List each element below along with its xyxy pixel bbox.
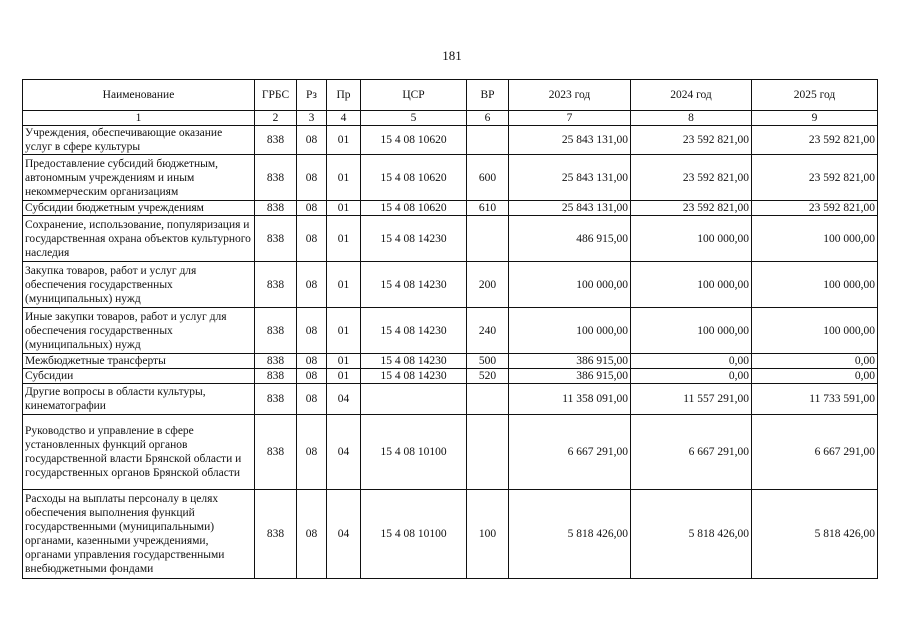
col-number: 9 (752, 111, 878, 126)
row-name: Субсидии бюджетным учреждениям (23, 201, 255, 216)
row-vr: 100 (467, 490, 509, 579)
row-csr: 15 4 08 10620 (361, 155, 467, 201)
row-vr: 600 (467, 155, 509, 201)
row-csr: 15 4 08 14230 (361, 308, 467, 354)
row-csr: 15 4 08 10100 (361, 490, 467, 579)
row-2024: 5 818 426,00 (631, 490, 752, 579)
row-grbs: 838 (255, 216, 297, 262)
row-2023: 25 843 131,00 (509, 126, 631, 155)
row-2023: 386 915,00 (509, 369, 631, 384)
row-rz: 08 (297, 308, 327, 354)
row-grbs: 838 (255, 369, 297, 384)
row-2024: 23 592 821,00 (631, 201, 752, 216)
row-vr (467, 126, 509, 155)
budget-table (22, 79, 878, 579)
row-csr: 15 4 08 10620 (361, 126, 467, 155)
row-pr: 01 (327, 201, 361, 216)
row-pr: 01 (327, 369, 361, 384)
row-2025: 11 733 591,00 (752, 384, 878, 415)
row-2025: 0,00 (752, 369, 878, 384)
row-grbs: 838 (255, 308, 297, 354)
row-name: Другие вопросы в области культуры, кинематографии (23, 384, 255, 415)
row-2025: 100 000,00 (752, 262, 878, 308)
row-rz: 08 (297, 126, 327, 155)
row-grbs: 838 (255, 201, 297, 216)
row-grbs: 838 (255, 415, 297, 490)
row-name: Иные закупки товаров, работ и услуг для обеспечения государственных (муниципальных) нужд (23, 308, 255, 354)
row-grbs: 838 (255, 354, 297, 369)
row-2024: 100 000,00 (631, 216, 752, 262)
header-row (23, 80, 878, 111)
row-2023: 100 000,00 (509, 262, 631, 308)
row-2025: 23 592 821,00 (752, 201, 878, 216)
row-2025: 100 000,00 (752, 308, 878, 354)
row-grbs: 838 (255, 262, 297, 308)
row-pr: 04 (327, 490, 361, 579)
row-csr: 15 4 08 14230 (361, 262, 467, 308)
row-vr (467, 384, 509, 415)
row-name: Предоставление субсидий бюджетным, автономным учреждениям и иным некоммерческим организациям (23, 155, 255, 201)
row-2023: 6 667 291,00 (509, 415, 631, 490)
row-2025: 23 592 821,00 (752, 126, 878, 155)
row-vr: 200 (467, 262, 509, 308)
row-pr: 01 (327, 354, 361, 369)
table-row (23, 201, 878, 216)
row-2025: 5 818 426,00 (752, 490, 878, 579)
row-vr: 610 (467, 201, 509, 216)
row-name: Учреждения, обеспечивающие оказание услуг в сфере культуры (23, 126, 255, 155)
row-2025: 100 000,00 (752, 216, 878, 262)
col-header-csr: ЦСР (361, 80, 467, 111)
col-number: 4 (327, 111, 361, 126)
col-number: 8 (631, 111, 752, 126)
column-number-row (23, 111, 878, 126)
row-pr: 01 (327, 155, 361, 201)
row-vr: 500 (467, 354, 509, 369)
row-2023: 25 843 131,00 (509, 155, 631, 201)
row-2024: 100 000,00 (631, 262, 752, 308)
row-csr: 15 4 08 10100 (361, 415, 467, 490)
row-2024: 23 592 821,00 (631, 126, 752, 155)
row-name: Межбюджетные трансферты (23, 354, 255, 369)
row-2024: 0,00 (631, 354, 752, 369)
col-header-2024: 2024 год (631, 80, 752, 111)
row-grbs: 838 (255, 490, 297, 579)
row-csr: 15 4 08 14230 (361, 369, 467, 384)
col-header-vr: ВР (467, 80, 509, 111)
row-2023: 5 818 426,00 (509, 490, 631, 579)
table-row (23, 369, 878, 384)
row-2024: 100 000,00 (631, 308, 752, 354)
row-pr: 01 (327, 126, 361, 155)
row-name: Руководство и управление в сфере установленных функций органов государственной власти Брянской области и государственных органов Брянской области (23, 415, 255, 490)
table-row (23, 308, 878, 354)
table-row (23, 126, 878, 155)
col-header-rz: Рз (297, 80, 327, 111)
row-2025: 6 667 291,00 (752, 415, 878, 490)
row-rz: 08 (297, 155, 327, 201)
row-name: Сохранение, использование, популяризация и государственная охрана объектов культурного наследия (23, 216, 255, 262)
table-row (23, 262, 878, 308)
row-csr: 15 4 08 14230 (361, 354, 467, 369)
row-grbs: 838 (255, 384, 297, 415)
col-number: 7 (509, 111, 631, 126)
row-2023: 25 843 131,00 (509, 201, 631, 216)
col-number: 5 (361, 111, 467, 126)
row-name: Закупка товаров, работ и услуг для обеспечения государственных (муниципальных) нужд (23, 262, 255, 308)
table-row (23, 155, 878, 201)
row-rz: 08 (297, 354, 327, 369)
table-row (23, 490, 878, 579)
row-2024: 11 557 291,00 (631, 384, 752, 415)
row-grbs: 838 (255, 126, 297, 155)
row-rz: 08 (297, 384, 327, 415)
row-vr (467, 216, 509, 262)
row-2024: 0,00 (631, 369, 752, 384)
row-rz: 08 (297, 369, 327, 384)
row-rz: 08 (297, 262, 327, 308)
row-2024: 6 667 291,00 (631, 415, 752, 490)
row-vr: 520 (467, 369, 509, 384)
table-row (23, 354, 878, 369)
page-number: 181 (442, 48, 462, 63)
row-rz: 08 (297, 201, 327, 216)
row-pr: 04 (327, 384, 361, 415)
row-grbs: 838 (255, 155, 297, 201)
col-header-2023: 2023 год (509, 80, 631, 111)
col-header-pr: Пр (327, 80, 361, 111)
col-number: 2 (255, 111, 297, 126)
col-number: 6 (467, 111, 509, 126)
row-2023: 100 000,00 (509, 308, 631, 354)
row-rz: 08 (297, 216, 327, 262)
row-rz: 08 (297, 415, 327, 490)
row-2023: 386 915,00 (509, 354, 631, 369)
row-pr: 01 (327, 308, 361, 354)
row-csr: 15 4 08 10620 (361, 201, 467, 216)
row-2024: 23 592 821,00 (631, 155, 752, 201)
col-header-name: Наименование (23, 80, 255, 111)
col-number: 1 (23, 111, 255, 126)
table-row (23, 216, 878, 262)
row-pr: 01 (327, 216, 361, 262)
row-2025: 0,00 (752, 354, 878, 369)
row-2025: 23 592 821,00 (752, 155, 878, 201)
col-header-2025: 2025 год (752, 80, 878, 111)
col-header-grbs: ГРБС (255, 80, 297, 111)
row-vr (467, 415, 509, 490)
table-row (23, 415, 878, 490)
row-csr: 15 4 08 14230 (361, 216, 467, 262)
row-name: Расходы на выплаты персоналу в целях обеспечения выполнения функций государственными (муниципальными) органами, казенными учреждениями, органами управления государственными внебюджетными фондами (23, 490, 255, 579)
col-number: 3 (297, 111, 327, 126)
row-vr: 240 (467, 308, 509, 354)
row-2023: 11 358 091,00 (509, 384, 631, 415)
row-rz: 08 (297, 490, 327, 579)
row-name: Субсидии (23, 369, 255, 384)
row-2023: 486 915,00 (509, 216, 631, 262)
table-row (23, 384, 878, 415)
row-pr: 04 (327, 415, 361, 490)
row-pr: 01 (327, 262, 361, 308)
row-csr (361, 384, 467, 415)
